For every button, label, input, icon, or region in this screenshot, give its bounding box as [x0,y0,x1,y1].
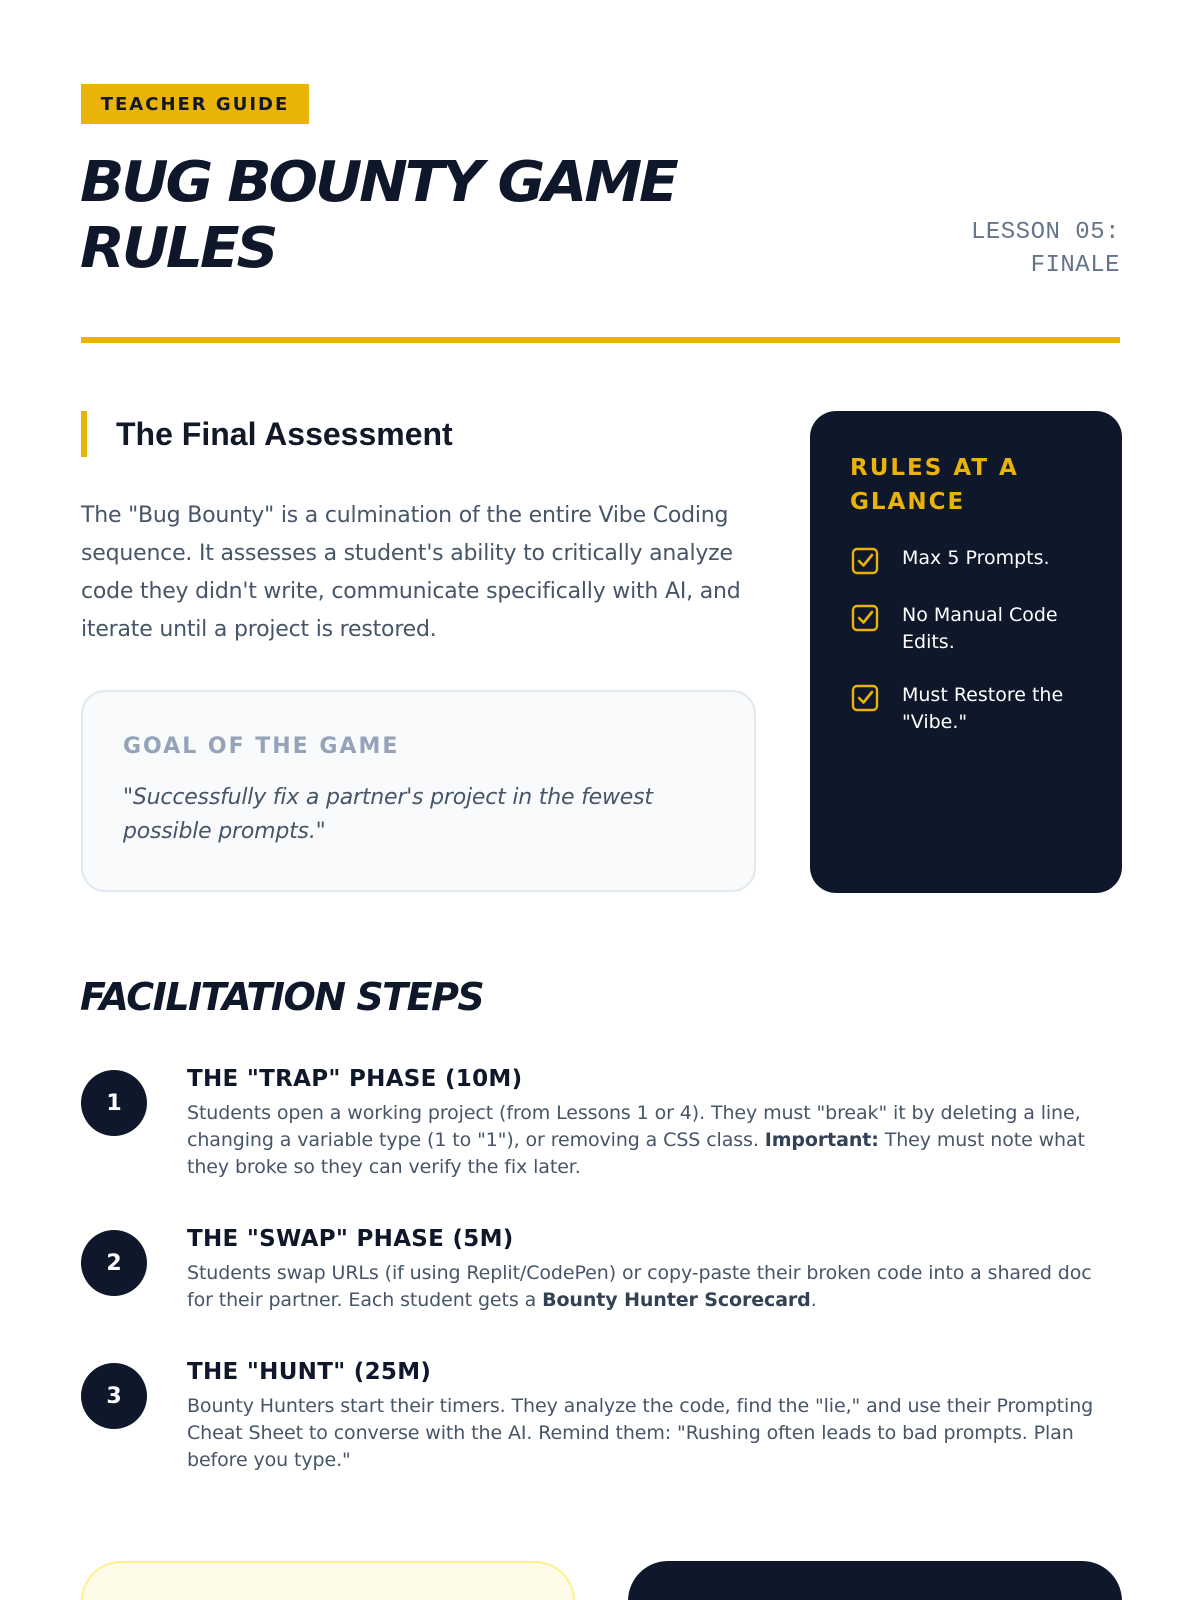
step-body [187,1226,1121,1314]
step-number-badge: 3 [81,1363,147,1429]
rules-item [850,545,1082,576]
goal-quote: "Successfully fix a partner's project in the fewest possible prompts." [123,785,653,844]
step-text: Students open a working project (from Lessons 1 or 4). They must "break" it by deleting a line, changing a variable type (1 to "1"), or removing a CSS class. [187,1102,1081,1151]
step-text: Students swap URLs (if using Replit/CodePen) or copy-paste their broken code into a shared doc for their partner. Each student gets a [187,1262,1092,1311]
step-description [187,1393,1121,1474]
rules-title: RULES AT A GLANCE [850,455,1019,515]
rules-item [850,682,1082,736]
step-emphasis: Bounty Hunter Scorecard [542,1289,811,1311]
lesson-label [920,216,1120,282]
step-title: THE "TRAP" PHASE (10M) [187,1066,523,1092]
step-body [187,1359,1121,1474]
checkbox-icon [850,546,880,576]
step-text: . [810,1289,817,1311]
step-number-badge: 2 [81,1230,147,1296]
goal-label: GOAL OF THE GAME [123,734,400,759]
step-number-badge: 1 [81,1070,147,1136]
bottom-right-card [628,1561,1122,1600]
steps-heading: FACILITATION STEPS [80,975,484,1019]
step-emphasis: Important: [764,1129,879,1151]
step-description [187,1100,1121,1181]
rules-item-label: Must Restore the "Vibe." [902,684,1064,733]
rules-item [850,602,1082,656]
header-divider [81,337,1120,343]
step-text: They must note what they broke so they can verify the fix later. [187,1129,1085,1178]
goal-card [81,690,756,892]
checkbox-icon [850,603,880,633]
step-description [187,1260,1121,1314]
rules-card [810,411,1122,893]
assessment-heading: The Final Assessment [81,411,453,457]
rules-list [850,545,1082,736]
page-title: BUG BOUNTY GAME RULES [80,150,676,281]
step-text: Bounty Hunters start their timers. They analyze the code, find the "lie," and use their Prompting Cheat Sheet to converse with the AI. Remind them: "Rushing often leads to bad prompts. Plan before you type." [187,1395,1094,1471]
bottom-left-card [81,1561,575,1600]
teacher-guide-badge: TEACHER GUIDE [81,84,309,124]
step-title: THE "SWAP" PHASE (5M) [187,1226,514,1252]
lesson-number: LESSON 05: [970,219,1120,246]
assessment-intro: The "Bug Bounty" is a culmination of the entire Vibe Coding sequence. It assesses a student's ability to critically analyze code they didn't write, communicate specifically with AI, and iterate until a project is restored. [81,503,741,642]
step-title: THE "HUNT" (25M) [187,1359,432,1385]
rules-item-label: Max 5 Prompts. [902,547,1050,569]
checkbox-icon [850,683,880,713]
rules-item-label: No Manual Code Edits. [902,604,1058,653]
lesson-name: FINALE [1030,252,1120,279]
step-body [187,1066,1121,1181]
